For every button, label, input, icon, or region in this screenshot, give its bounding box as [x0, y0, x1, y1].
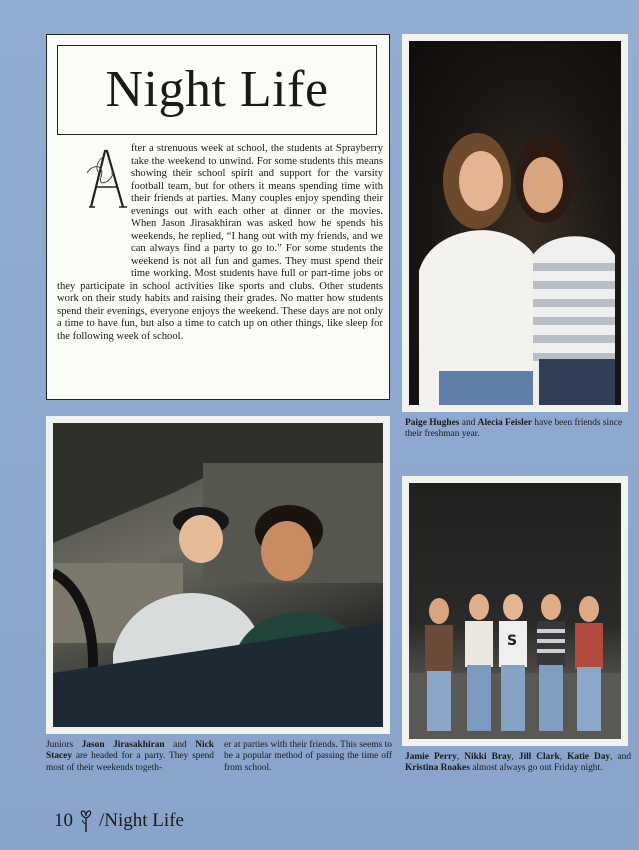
photo-jason-nick: [46, 416, 390, 734]
caption-photo3: Jamie Perry, Nikki Bray, Jill Clark, Katie Day, and Kristina Roakes almost always go out Friday night.: [405, 752, 632, 774]
caption-name: Alecia Feisler: [477, 418, 533, 428]
caption-photo2-col2: [224, 740, 392, 774]
flower-icon: [79, 810, 93, 832]
photo-two-girls-illustration: [409, 41, 621, 405]
photo-paige-alecia: [402, 34, 628, 412]
drop-cap-spacer: [57, 143, 131, 269]
caption-name: Jamie Perry: [405, 752, 457, 762]
caption-joiner: and: [459, 418, 478, 428]
story-box: [46, 34, 390, 400]
photo-five-girls: [402, 476, 628, 746]
caption-text: er at parties with their friends. This seems to be a popular method of passing the time off from school.: [224, 740, 392, 773]
title-frame: [57, 45, 377, 135]
caption-name: Nick Stacey: [46, 740, 214, 762]
photo-jason-nick-image: [53, 423, 383, 727]
page-number: 10: [54, 810, 73, 831]
caption-name: Kristina Roakes: [405, 763, 470, 774]
caption-prefix: Juniors: [46, 740, 82, 750]
caption-name: Jill Clark: [518, 752, 560, 762]
caption-photo1: [405, 418, 629, 441]
photo-five-girls-image: [409, 483, 621, 739]
caption-name: Nikki Bray: [464, 752, 512, 762]
caption-name: Paige Hughes: [405, 418, 460, 428]
story-text: fter a strenuous week at school, the students at Sprayberry take the weekend to unwind. For some students this means showing their school spirit and support for the varsity football team, but for others it means spending time with their friends at parties. Many couples enjoy spending their evenings out with each other at dinner or the movies. When Jason Jirasakhiran was asked how he spends his weekends, he replied, “I hang out with my friends, and we can always find a party to go to.” For some students the weekend is not all fun and games. They must spend their time working. Most students have full or part-time jobs or they participate in school activities like sports and clubs. Other students work on their study habits and raising their grades. No matter how students spend their evenings, everyone enjoys the weekend. These days are not only a time to have fun, but also a time to catch up on other things, like sleep for the following week of school.: [57, 143, 383, 342]
svg-text:S: S: [507, 633, 518, 649]
photo-group-illustration: [409, 483, 621, 739]
section-title: /Night Life: [99, 810, 184, 831]
caption-joiner: and: [164, 740, 196, 750]
caption-text: have been friends since their freshman year.: [405, 418, 623, 440]
caption-text: almost always go out Friday night.: [469, 763, 603, 774]
page-title: Night Life: [105, 61, 329, 118]
photo-paige-alecia-image: [409, 41, 621, 405]
caption-text: are headed for a party. They spend most of their weekends togeth-: [46, 751, 214, 773]
photo-car-illustration: [53, 423, 383, 727]
story-body: [57, 143, 383, 343]
caption-photo2-col1: [46, 740, 214, 774]
folio: [54, 810, 184, 832]
caption-name: Jason Jirasakhiran: [81, 740, 165, 750]
caption-name: Katie Day: [567, 752, 611, 762]
